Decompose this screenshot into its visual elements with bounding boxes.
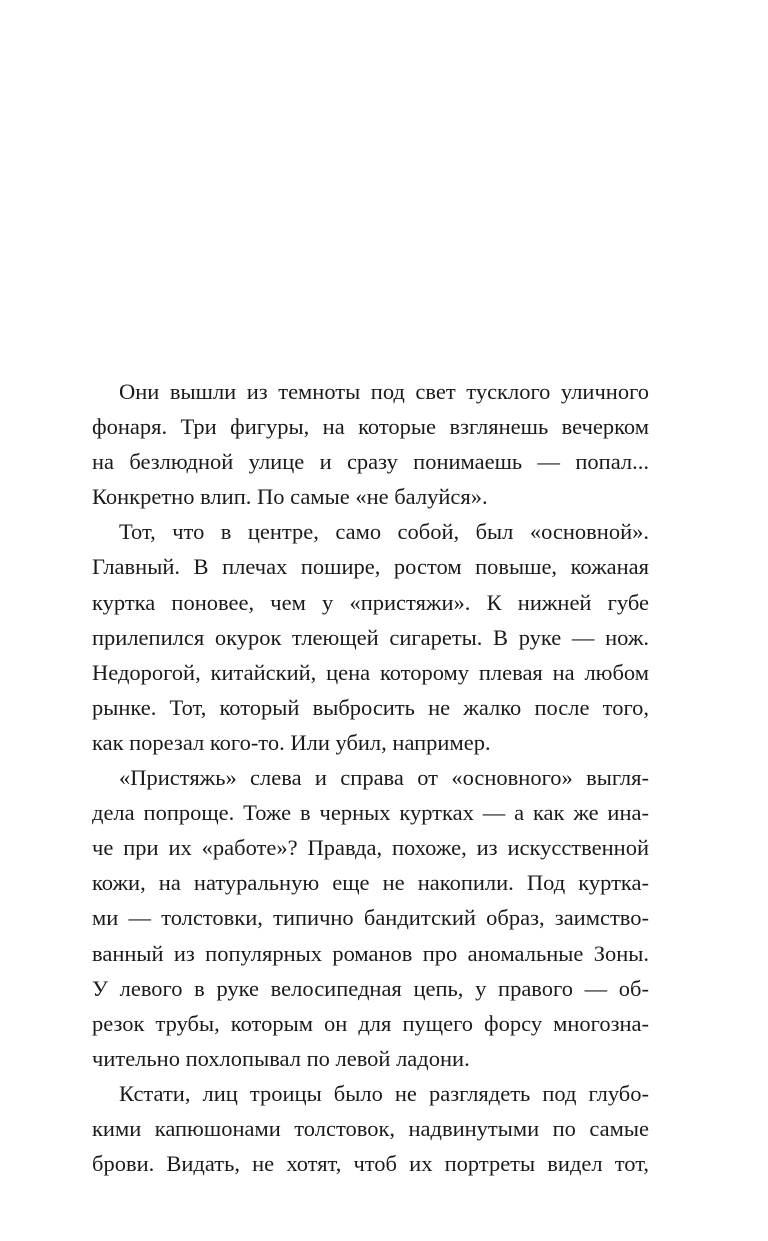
paragraph-3-line-3: че при их «работе»? Правда, похоже, из искусственной xyxy=(92,835,649,861)
paragraph-1-line-2: фонаря. Три фигуры, на которые взглянешь вечерком xyxy=(92,414,649,440)
paragraph-2-line-1: Тот, что в центре, само собой, был «основной». xyxy=(119,519,649,545)
paragraph-2-line-3: куртка поновее, чем у «пристяжи». К нижней губе xyxy=(92,589,649,615)
paragraph-2-line-4: прилепился окурок тлеющей сигареты. В руке — нож. xyxy=(92,624,649,650)
paragraph-3-line-7: У левого в руке велосипедная цепь, у правого — об- xyxy=(92,975,649,1001)
paragraph-3-line-2: дела попроще. Тоже в черных куртках — а как же ина- xyxy=(92,800,649,826)
paragraph-2-line-2: Главный. В плечах пошире, ростом повыше, кожаная xyxy=(92,554,649,580)
paragraph-2-line-5: Недорогой, китайский, цена которому плевая на любом xyxy=(92,659,649,685)
paragraph-1-line-1: Они вышли из темноты под свет тусклого уличного xyxy=(119,379,649,404)
paragraph-3-line-8: резок трубы, которым он для пущего форсу многозна- xyxy=(92,1010,649,1036)
paragraph-3-line-6: ванный из популярных романов про аномальные Зоны. xyxy=(92,940,649,966)
paragraph-4-line-3: брови. Видать, не хотят, чтоб их портреты видел тот, xyxy=(92,1151,649,1177)
paragraph-1-line-3: на безлюдной улице и сразу понимаешь — попал... xyxy=(92,449,649,475)
paragraph-2-line-6: рынке. Тот, который выбросить не жалко после того, xyxy=(92,694,649,720)
paragraph-3-line-9: чительно похлопывал по левой ладони. xyxy=(92,1045,470,1071)
paragraph-3-line-5: ми — толстовки, типично бандитский образ, заимство- xyxy=(92,905,649,931)
paragraph-1-line-4: Конкретно влип. По самые «не балуйся». xyxy=(92,484,488,510)
paragraph-2-line-7: как порезал кого-то. Или убил, например. xyxy=(92,729,491,755)
paragraph-4-line-2: кими капюшонами толстовок, надвинутыми по самые xyxy=(92,1115,649,1141)
paragraph-3-line-1: «Пристяжь» слева и справа от «основного» выгля- xyxy=(119,765,649,791)
paragraph-3-line-4: кожи, на натуральную еще не накопили. Под куртка- xyxy=(92,870,649,896)
paragraph-4-line-1: Кстати, лиц троицы было не разглядеть под глубо- xyxy=(119,1080,649,1106)
text-block xyxy=(92,374,649,1181)
